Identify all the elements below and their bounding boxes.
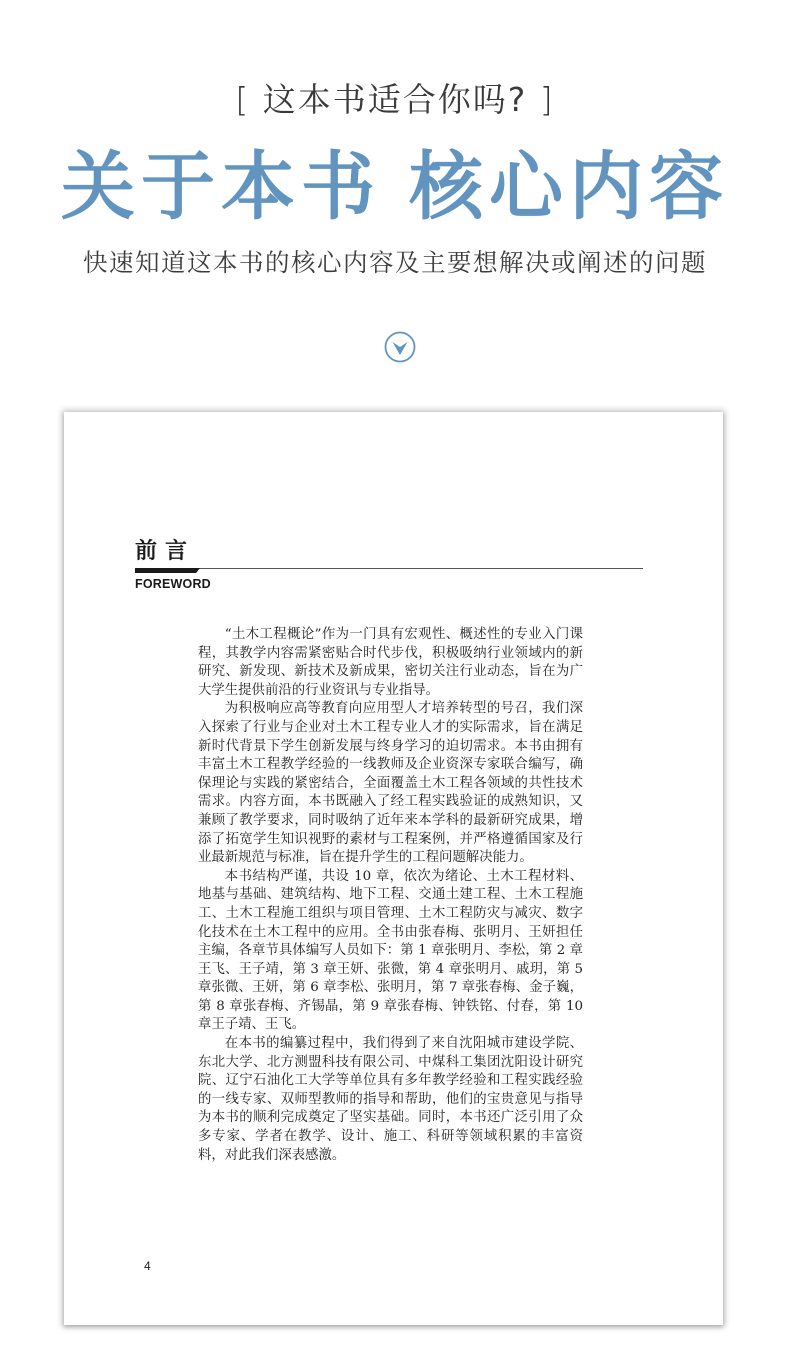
heading-rule <box>135 568 643 569</box>
bracket-close: ] <box>539 80 555 119</box>
foreword-subheading: FOREWORD <box>135 577 211 591</box>
chevron-down-circle-icon <box>384 331 416 363</box>
foreword-heading: 前言 <box>135 539 196 564</box>
heading-bar <box>135 568 200 573</box>
paragraph: 在本书的编纂过程中，我们得到了来自沈阳城市建设学院、东北大学、北方测盟科技有限公司、中煤科工集团沈阳设计研究院、辽宁石油化工大学等单位具有多年教学经验和工程实践经验的一线专家、双师型教师的指导和帮助，他们的宝贵意见与指导为本书的顺利完成奠定了坚实基础。同时，本书还广泛引用了众多专家、学者在教学、设计、施工、科研等领域积累的丰富资料，对此我们深表感激。 <box>198 1036 583 1163</box>
page-number: 4 <box>144 1259 151 1273</box>
main-title-part2: 核心内容 <box>409 144 729 230</box>
question-text: 这本书适合你吗? <box>262 80 528 119</box>
bracket-open: [ <box>235 80 251 119</box>
book-page <box>64 412 723 1325</box>
paragraph: 本书结构严谨，共设 10 章，依次为绪论、土木工程材料、地基与基础、建筑结构、地下工程、交通土建工程、土木工程施工、土木工程施工组织与项目管理、土木工程防灾与减灾、数字化技术在土木工程中的应用。全书由张春梅、张明月、王妍担任主编，各章节具体编写人员如下：第 1 章张明月、李松，第 2 章王飞、王子靖，第 3 章王妍、张微，第 4 章张明月、戚玥，第 5 章张微、王妍，第 6 章李松、张明月，第 7 章张春梅、金子巍，第 8 章张春梅、齐锡晶，第 9 章张春梅、钟铁铭、付春，第 10 章王子靖、王飞。 <box>198 868 583 1033</box>
main-title-part1: 关于本书 <box>61 144 381 230</box>
foreword-body <box>198 626 583 1165</box>
main-title <box>0 145 790 229</box>
subtitle: 快速知道这本书的核心内容及主要想解决或阐述的问题 <box>83 248 707 277</box>
paragraph: “土木工程概论”作为一门具有宏观性、概述性的专业入门课程，其教学内容需紧密贴合时代步伐，积极吸纳行业领域内的新研究、新发现、新技术及新成果，密切关注行业动态，旨在为广大学生提供前沿的行业资讯与专业指导。 <box>198 627 583 698</box>
question-heading <box>0 78 790 122</box>
paragraph: 为积极响应高等教育向应用型人才培养转型的号召，我们深入探索了行业与企业对土木工程专业人才的实际需求，旨在满足新时代背景下学生创新发展与终身学习的迫切需求。本书由拥有丰富土木工程教学经验的一线教师及企业资深专家联合编写，确保理论与实践的紧密结合，全面覆盖土木工程各领域的共性技术需求。内容方面，本书既融入了经工程实践验证的成熟知识，又兼顾了教学要求，同时吸纳了近年来本学科的最新研究成果，增添了拓宽学生知识视野的素材与工程案例，并严格遵循国家及行业最新规范与标准，旨在提升学生的工程问题解决能力。 <box>198 701 583 866</box>
